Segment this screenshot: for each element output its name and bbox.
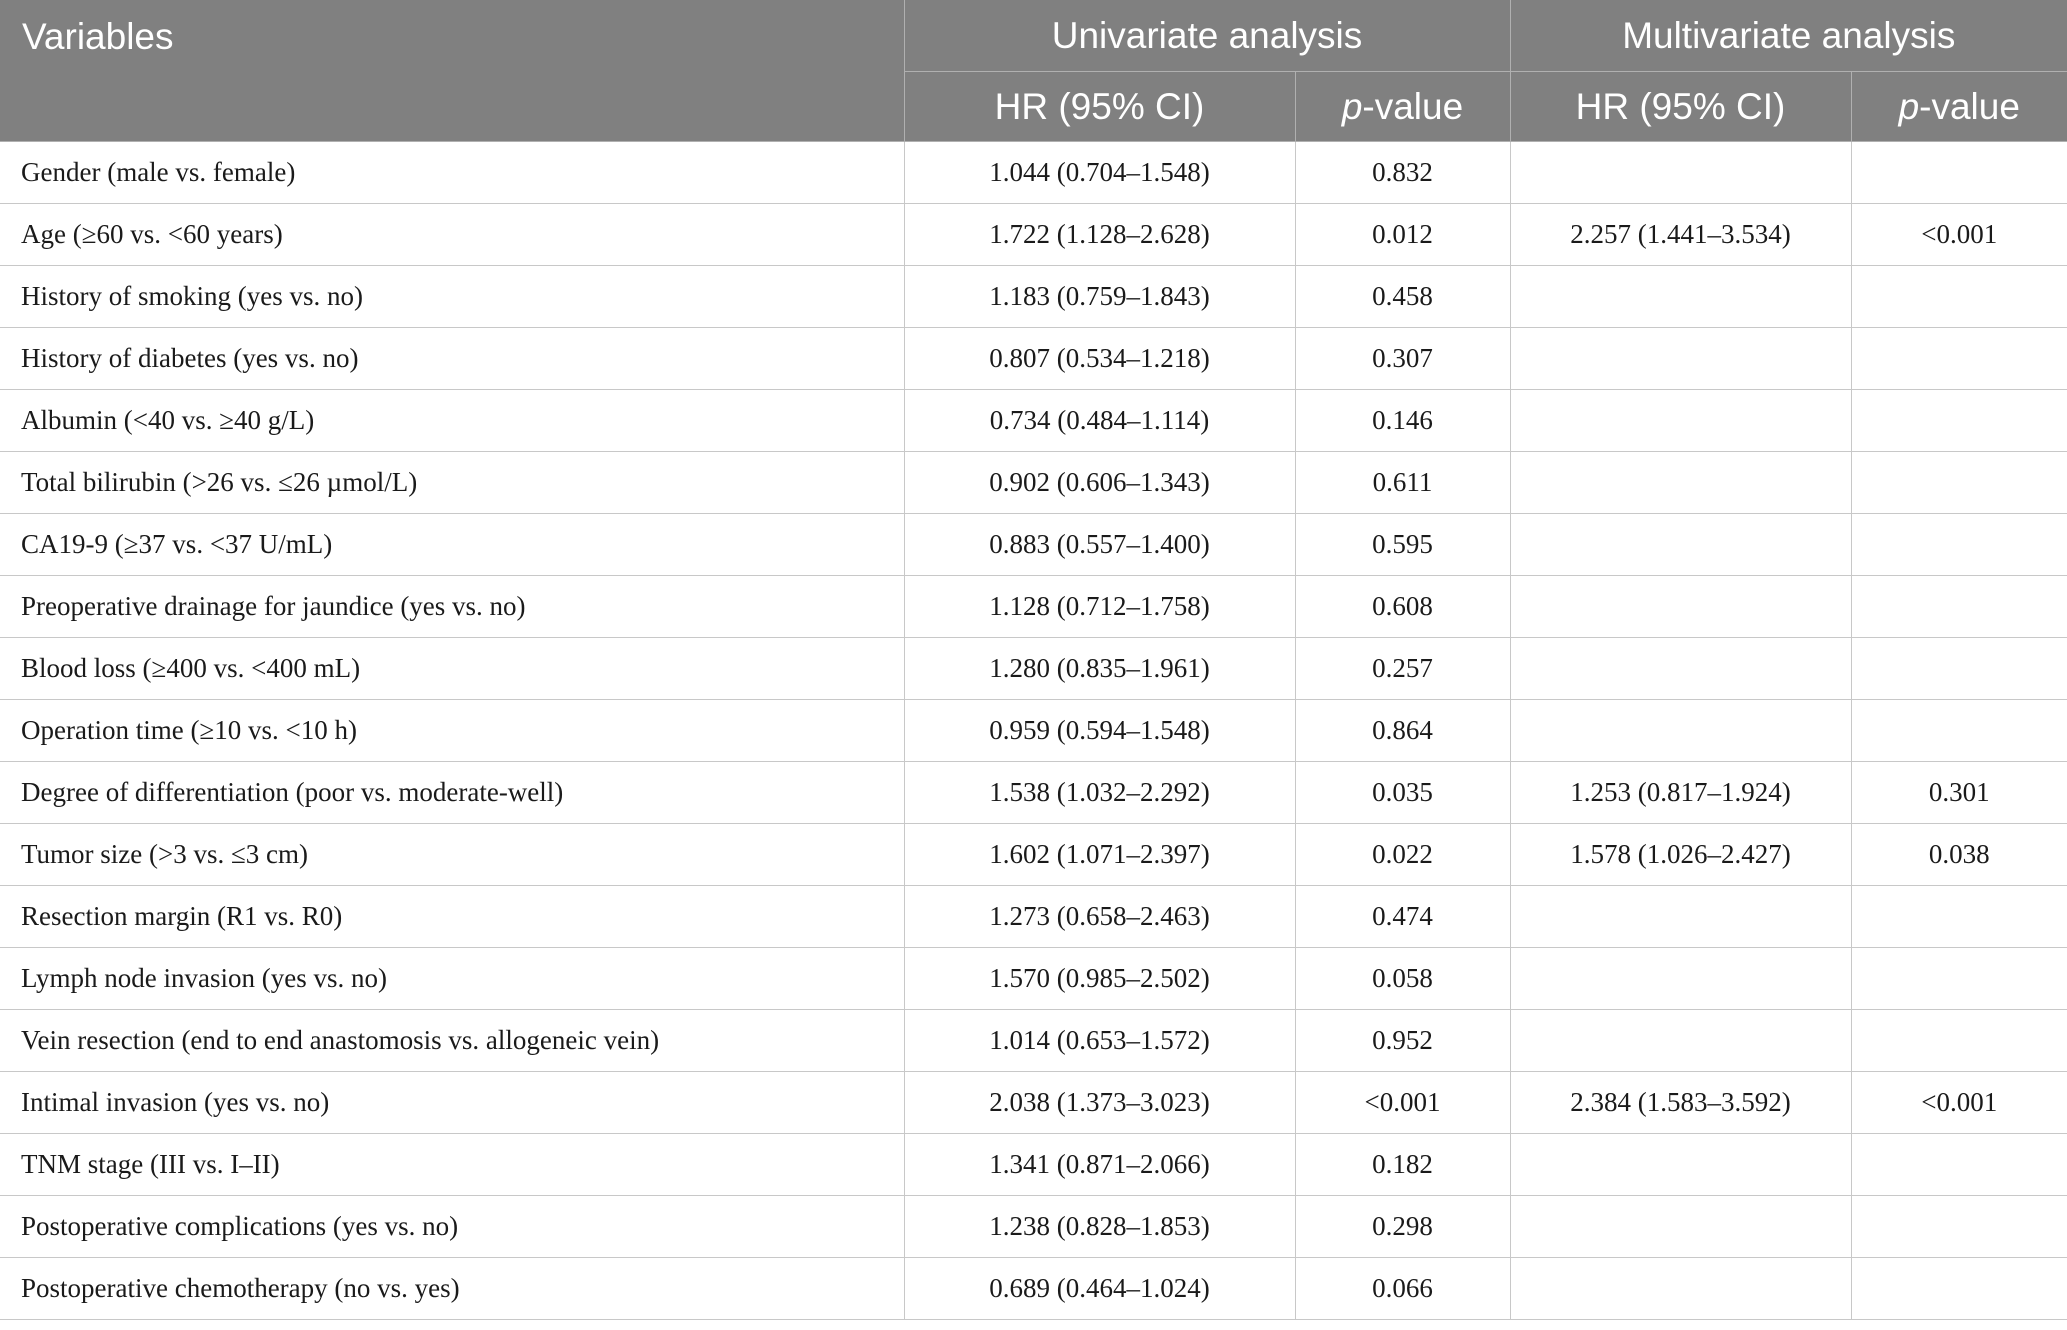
p-italic-label: p	[1341, 85, 1363, 127]
multivariate-p-cell	[1851, 514, 2067, 576]
variable-cell: CA19-9 (≥37 vs. <37 U/mL)	[0, 514, 904, 576]
univariate-p-cell: 0.146	[1295, 390, 1510, 452]
multivariate-hr-cell	[1510, 886, 1851, 948]
multivariate-p-cell: <0.001	[1851, 1072, 2067, 1134]
univariate-hr-cell: 1.722 (1.128–2.628)	[904, 204, 1295, 266]
univariate-p-cell: 0.595	[1295, 514, 1510, 576]
multivariate-hr-cell	[1510, 328, 1851, 390]
table-row	[0, 514, 2067, 576]
univariate-p-cell: 0.952	[1295, 1010, 1510, 1072]
univariate-p-cell: 0.864	[1295, 700, 1510, 762]
univariate-hr-cell: 0.689 (0.464–1.024)	[904, 1258, 1295, 1320]
multivariate-p-cell: 0.301	[1851, 762, 2067, 824]
multivariate-p-cell	[1851, 1134, 2067, 1196]
table-row	[0, 390, 2067, 452]
table-body	[0, 142, 2067, 1320]
univariate-hr-cell: 0.902 (0.606–1.343)	[904, 452, 1295, 514]
univariate-p-header	[1295, 72, 1510, 142]
univariate-p-cell: 0.307	[1295, 328, 1510, 390]
univariate-hr-cell: 1.280 (0.835–1.961)	[904, 638, 1295, 700]
multivariate-p-cell	[1851, 1196, 2067, 1258]
variable-cell: Preoperative drainage for jaundice (yes vs. no)	[0, 576, 904, 638]
univariate-hr-cell: 1.238 (0.828–1.853)	[904, 1196, 1295, 1258]
table-row	[0, 204, 2067, 266]
table-row	[0, 452, 2067, 514]
table-row	[0, 886, 2067, 948]
variable-cell: TNM stage (III vs. I–II)	[0, 1134, 904, 1196]
table-row	[0, 1258, 2067, 1320]
table-row	[0, 700, 2067, 762]
multivariate-hr-cell	[1510, 576, 1851, 638]
univariate-hr-cell: 1.128 (0.712–1.758)	[904, 576, 1295, 638]
table-header	[0, 0, 2067, 142]
multivariate-hr-cell	[1510, 514, 1851, 576]
multivariate-group-header: Multivariate analysis	[1510, 0, 2067, 72]
p-suffix-label: -value	[1362, 85, 1464, 127]
multivariate-hr-cell: 2.257 (1.441–3.534)	[1510, 204, 1851, 266]
variable-cell: Postoperative chemotherapy (no vs. yes)	[0, 1258, 904, 1320]
multivariate-p-cell: <0.001	[1851, 204, 2067, 266]
multivariate-hr-cell	[1510, 1134, 1851, 1196]
table-row	[0, 1196, 2067, 1258]
variable-cell: Lymph node invasion (yes vs. no)	[0, 948, 904, 1010]
multivariate-p-header	[1851, 72, 2067, 142]
variable-cell: History of smoking (yes vs. no)	[0, 266, 904, 328]
p-suffix-label: -value	[1919, 85, 2020, 127]
univariate-hr-cell: 1.341 (0.871–2.066)	[904, 1134, 1295, 1196]
multivariate-hr-cell: 1.253 (0.817–1.924)	[1510, 762, 1851, 824]
multivariate-p-cell	[1851, 638, 2067, 700]
variable-cell: Gender (male vs. female)	[0, 142, 904, 204]
variable-cell: Tumor size (>3 vs. ≤3 cm)	[0, 824, 904, 886]
variable-cell: Vein resection (end to end anastomosis vs. allogeneic vein)	[0, 1010, 904, 1072]
multivariate-hr-cell	[1510, 1196, 1851, 1258]
univariate-p-cell: 0.608	[1295, 576, 1510, 638]
multivariate-hr-cell	[1510, 1258, 1851, 1320]
multivariate-hr-cell: 2.384 (1.583–3.592)	[1510, 1072, 1851, 1134]
header-row-groups	[0, 0, 2067, 72]
multivariate-p-cell	[1851, 390, 2067, 452]
table-row	[0, 1072, 2067, 1134]
univariate-hr-cell: 1.273 (0.658–2.463)	[904, 886, 1295, 948]
multivariate-hr-cell	[1510, 142, 1851, 204]
table-row	[0, 948, 2067, 1010]
variable-cell: Age (≥60 vs. <60 years)	[0, 204, 904, 266]
multivariate-p-cell	[1851, 328, 2067, 390]
univariate-p-cell: 0.611	[1295, 452, 1510, 514]
multivariate-hr-cell	[1510, 638, 1851, 700]
multivariate-p-cell	[1851, 576, 2067, 638]
table-row	[0, 762, 2067, 824]
multivariate-p-cell	[1851, 1010, 2067, 1072]
univariate-hr-cell: 0.883 (0.557–1.400)	[904, 514, 1295, 576]
univariate-hr-cell: 0.807 (0.534–1.218)	[904, 328, 1295, 390]
table-row	[0, 1134, 2067, 1196]
univariate-p-cell: 0.182	[1295, 1134, 1510, 1196]
univariate-p-cell: 0.066	[1295, 1258, 1510, 1320]
table-row	[0, 266, 2067, 328]
variable-cell: Total bilirubin (>26 vs. ≤26 µmol/L)	[0, 452, 904, 514]
multivariate-hr-cell	[1510, 266, 1851, 328]
table-row	[0, 638, 2067, 700]
multivariate-hr-cell	[1510, 1010, 1851, 1072]
multivariate-p-cell	[1851, 886, 2067, 948]
univariate-hr-cell: 0.734 (0.484–1.114)	[904, 390, 1295, 452]
univariate-p-cell: 0.832	[1295, 142, 1510, 204]
multivariate-p-cell	[1851, 452, 2067, 514]
univariate-hr-cell: 1.044 (0.704–1.548)	[904, 142, 1295, 204]
variables-column-header: Variables	[0, 0, 904, 142]
variable-cell: Operation time (≥10 vs. <10 h)	[0, 700, 904, 762]
table-row	[0, 1010, 2067, 1072]
multivariate-hr-header: HR (95% CI)	[1510, 72, 1851, 142]
multivariate-hr-cell	[1510, 452, 1851, 514]
univariate-hr-cell: 1.602 (1.071–2.397)	[904, 824, 1295, 886]
univariate-p-cell: <0.001	[1295, 1072, 1510, 1134]
univariate-hr-cell: 1.570 (0.985–2.502)	[904, 948, 1295, 1010]
multivariate-hr-cell	[1510, 948, 1851, 1010]
univariate-p-cell: 0.058	[1295, 948, 1510, 1010]
univariate-p-cell: 0.257	[1295, 638, 1510, 700]
univariate-p-cell: 0.474	[1295, 886, 1510, 948]
univariate-hr-header: HR (95% CI)	[904, 72, 1295, 142]
multivariate-p-cell	[1851, 1258, 2067, 1320]
multivariate-hr-cell: 1.578 (1.026–2.427)	[1510, 824, 1851, 886]
multivariate-p-cell	[1851, 948, 2067, 1010]
variable-cell: Postoperative complications (yes vs. no)	[0, 1196, 904, 1258]
univariate-hr-cell: 2.038 (1.373–3.023)	[904, 1072, 1295, 1134]
variable-cell: Degree of differentiation (poor vs. moderate-well)	[0, 762, 904, 824]
multivariate-p-cell	[1851, 700, 2067, 762]
variable-cell: Intimal invasion (yes vs. no)	[0, 1072, 904, 1134]
variable-cell: History of diabetes (yes vs. no)	[0, 328, 904, 390]
variable-cell: Resection margin (R1 vs. R0)	[0, 886, 904, 948]
univariate-p-cell: 0.298	[1295, 1196, 1510, 1258]
univariate-hr-cell: 1.538 (1.032–2.292)	[904, 762, 1295, 824]
table-row	[0, 142, 2067, 204]
univariate-hr-cell: 1.014 (0.653–1.572)	[904, 1010, 1295, 1072]
univariate-hr-cell: 0.959 (0.594–1.548)	[904, 700, 1295, 762]
table-row	[0, 824, 2067, 886]
multivariate-p-cell: 0.038	[1851, 824, 2067, 886]
variable-cell: Albumin (<40 vs. ≥40 g/L)	[0, 390, 904, 452]
multivariate-p-cell	[1851, 142, 2067, 204]
variable-cell: Blood loss (≥400 vs. <400 mL)	[0, 638, 904, 700]
multivariate-hr-cell	[1510, 390, 1851, 452]
table-row	[0, 328, 2067, 390]
univariate-p-cell: 0.012	[1295, 204, 1510, 266]
univariate-hr-cell: 1.183 (0.759–1.843)	[904, 266, 1295, 328]
table-row	[0, 576, 2067, 638]
univariate-group-header: Univariate analysis	[904, 0, 1510, 72]
univariate-p-cell: 0.035	[1295, 762, 1510, 824]
univariate-p-cell: 0.022	[1295, 824, 1510, 886]
univariate-p-cell: 0.458	[1295, 266, 1510, 328]
multivariate-p-cell	[1851, 266, 2067, 328]
p-italic-label: p	[1898, 85, 1920, 127]
multivariate-hr-cell	[1510, 700, 1851, 762]
